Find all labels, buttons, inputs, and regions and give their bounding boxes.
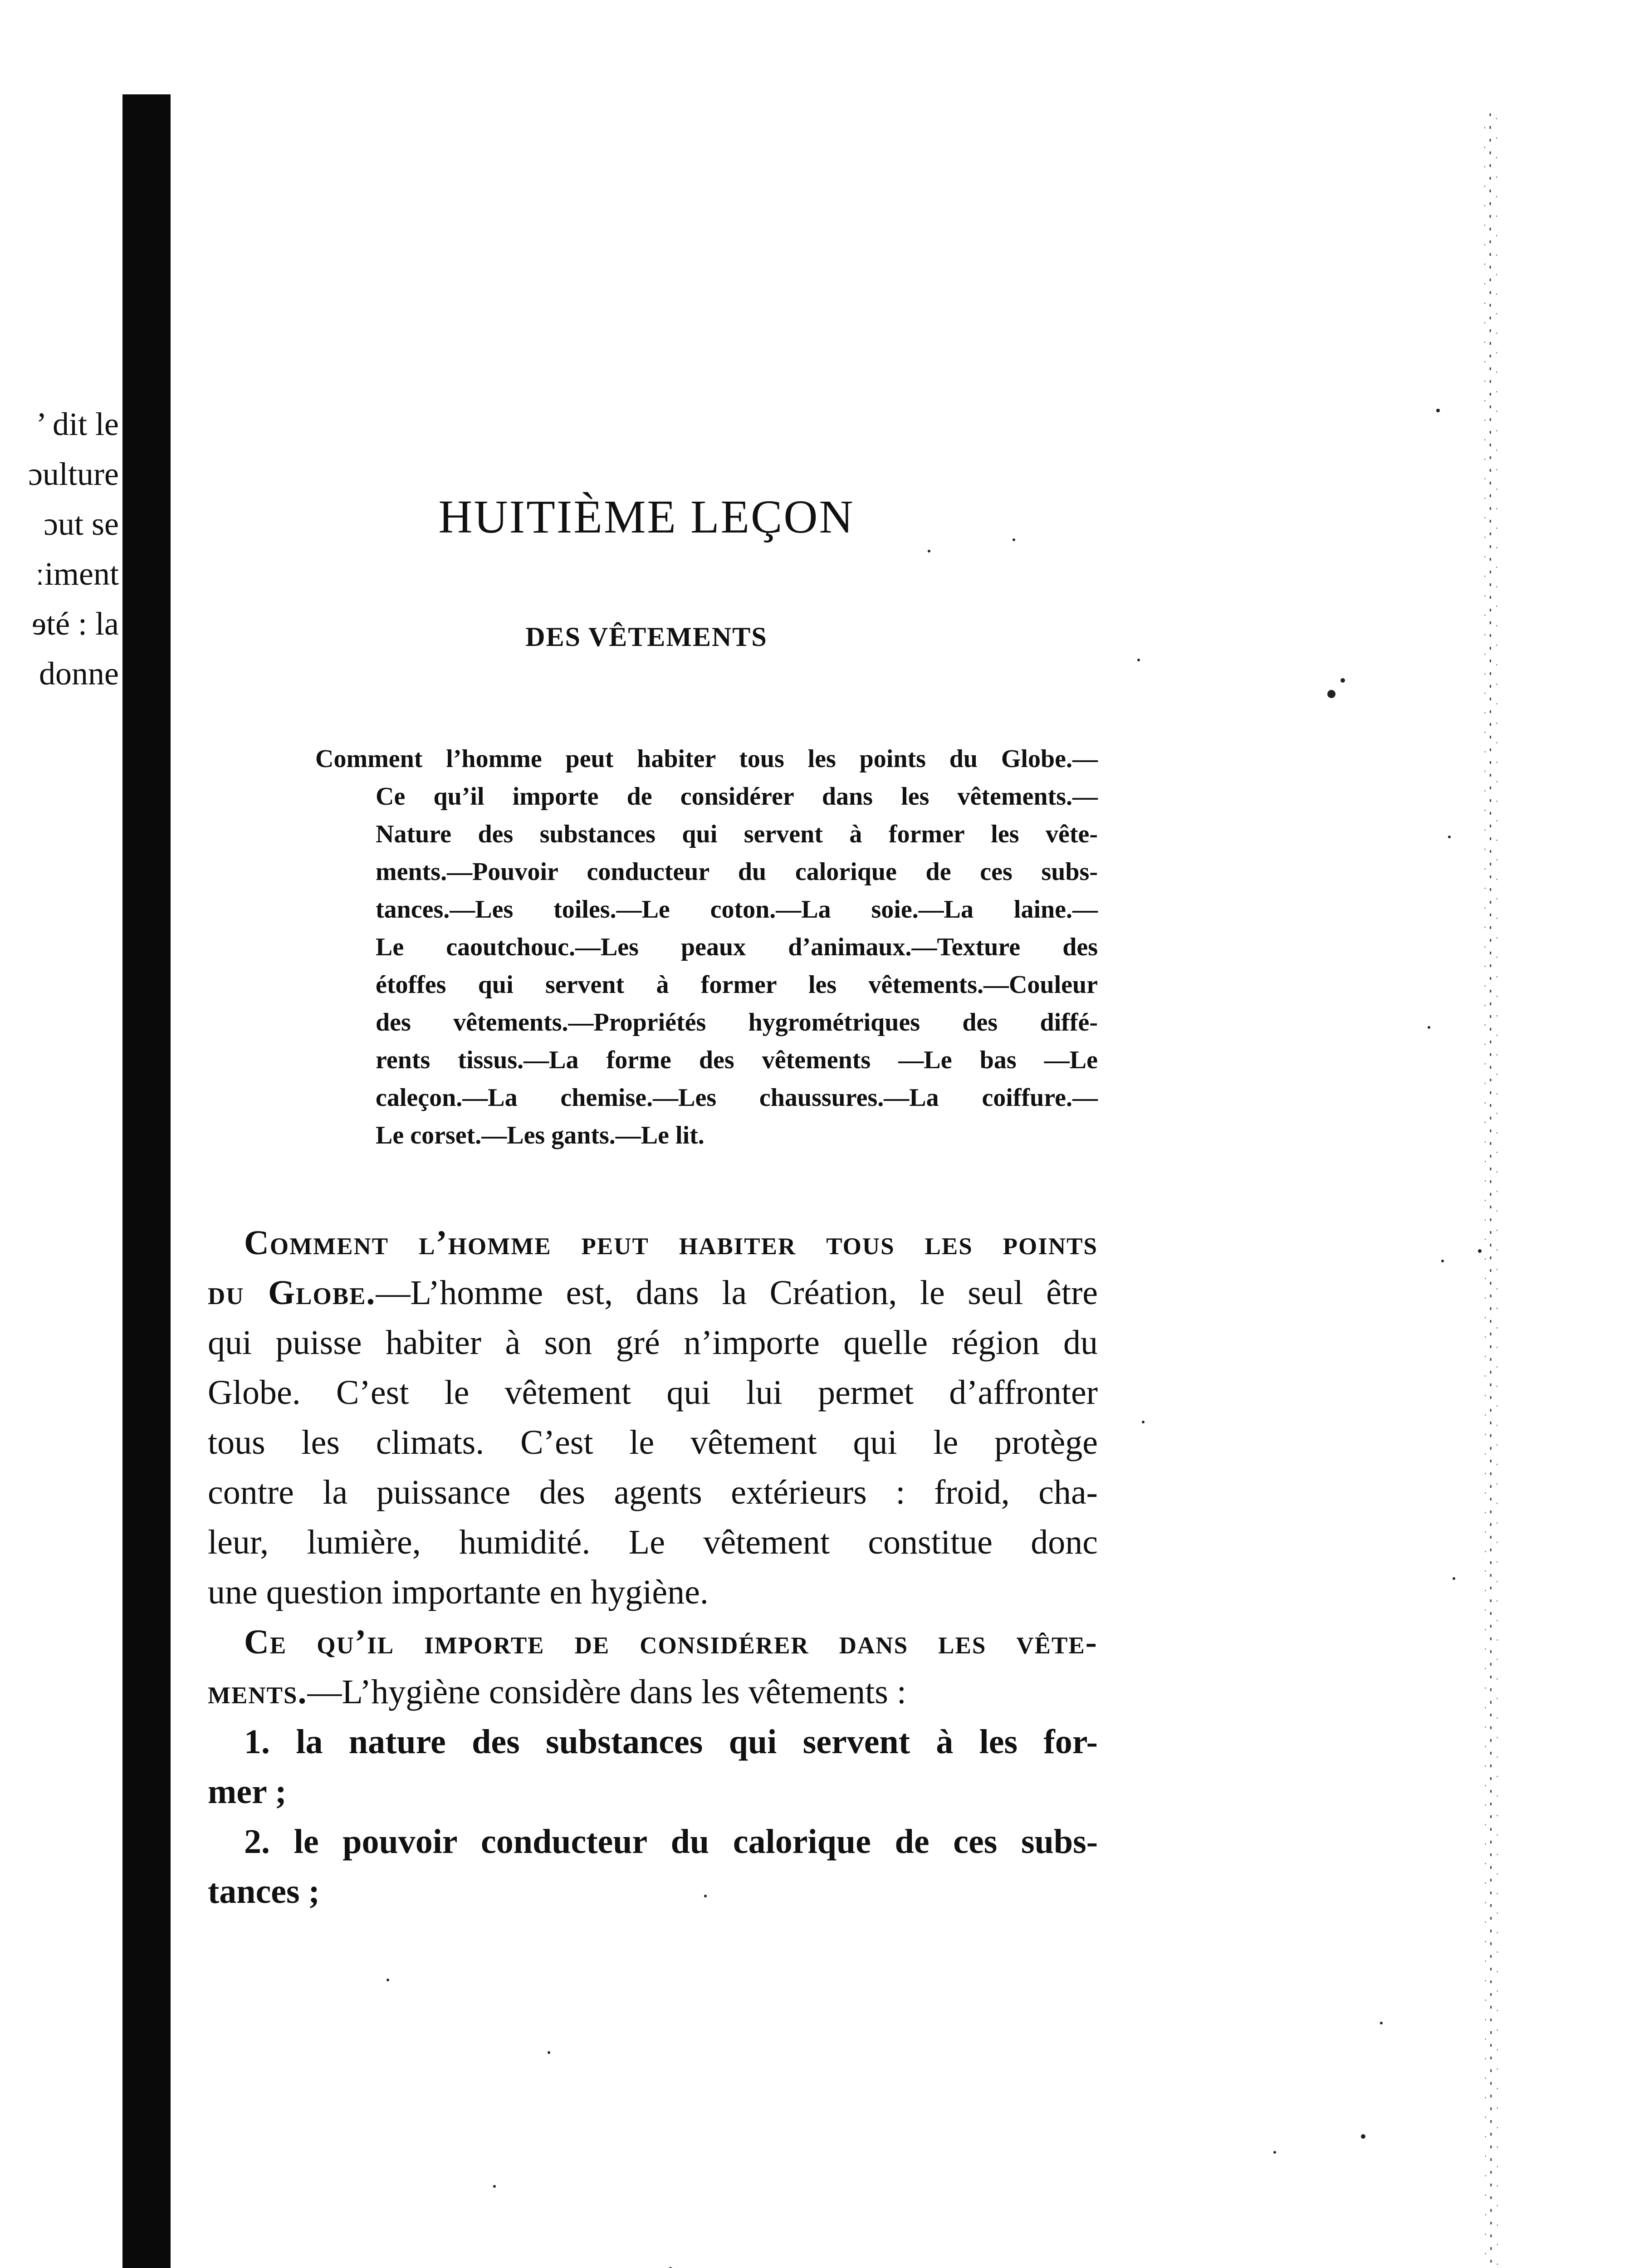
body-text <box>208 1218 1098 1916</box>
margin-fragment: donne <box>39 655 119 692</box>
body-line: leur, lumière, humidité. Le vêtement constitue donc <box>208 1523 1098 1561</box>
chapter-subtitle: DES VÊTEMENTS <box>525 622 768 652</box>
summary-line: des vêtements.—Propriétés hygrométriques des diffé- <box>376 1008 1098 1036</box>
body-line: tous les climats. C’est le vêtement qui le protège <box>208 1423 1098 1461</box>
body-text-run: —L’homme est, dans la Création, le seul être <box>376 1274 1098 1312</box>
margin-fragment: ɔulture <box>28 456 119 492</box>
margin-fragment: ɘté : la <box>32 606 119 642</box>
list-item-continuation: mer ; <box>208 1773 287 1811</box>
summary-line: Comment l’homme peut habiter tous les points du Globe.— <box>315 745 1098 773</box>
list-item: 2. le pouvoir conducteur du calorique de ces subs- <box>244 1823 1098 1861</box>
summary-line: Ce qu’il importe de considérer dans les vêtements.— <box>376 782 1098 811</box>
summary-line: caleçon.—La chemise.—Les chaussures.—La coiffure.— <box>376 1084 1098 1112</box>
paragraph-heading: du Globe. <box>208 1274 376 1312</box>
margin-fragment: ’ dit le <box>36 406 119 442</box>
body-line: qui puisse habiter à son gré n’importe quelle région du <box>208 1324 1098 1362</box>
body-line: contre la puissance des agents extérieurs : froid, cha- <box>208 1473 1098 1511</box>
body-line <box>208 1268 1098 1318</box>
summary-line: Le caoutchouc.—Les peaux d’animaux.—Texture des <box>376 933 1098 961</box>
paragraph-heading-line <box>208 1218 1098 1268</box>
summary-line: ments.—Pouvoir conducteur du calorique de ces subs- <box>376 858 1098 886</box>
paragraph-heading: Comment l’homme peut habiter tous les points <box>244 1224 1098 1262</box>
summary-line: Nature des substances qui servent à former les vête- <box>376 820 1098 848</box>
list-item: 1. la nature des substances qui servent à les for- <box>244 1723 1098 1761</box>
body-text-run: —L’hygiène considère dans les vêtements : <box>307 1673 906 1711</box>
body-line <box>208 1667 1098 1717</box>
body-line: Globe. C’est le vêtement qui lui permet d’affronter <box>208 1374 1098 1412</box>
margin-fragment: ːiment <box>35 556 119 592</box>
summary-line: rents tissus.—La forme des vêtements —Le bas —Le <box>376 1046 1098 1074</box>
summary-line: Le corset.—Les gants.—Le lit. <box>376 1121 704 1149</box>
summary-line: étoffes qui servent à former les vêtements.—Couleur <box>376 971 1098 999</box>
paragraph-heading: ments. <box>208 1673 308 1711</box>
binding-shadow <box>122 94 171 2268</box>
paragraph-heading: Ce qu’il importe de considérer dans les vête- <box>244 1623 1098 1661</box>
paragraph-heading-line <box>208 1617 1098 1667</box>
margin-fragment: ɔut se <box>44 506 119 542</box>
page-edge-noise <box>1477 113 1504 2268</box>
summary-line: tances.—Les toiles.—Le coton.—La soie.—La laine.— <box>376 895 1098 924</box>
list-item-continuation: tances ; <box>208 1872 320 1911</box>
chapter-summary <box>315 740 1098 1154</box>
chapter-title: HUITIÈME LEÇON <box>438 491 855 543</box>
previous-page-margin-fragments <box>0 399 119 699</box>
body-line: une question importante en hygiène. <box>208 1573 709 1611</box>
